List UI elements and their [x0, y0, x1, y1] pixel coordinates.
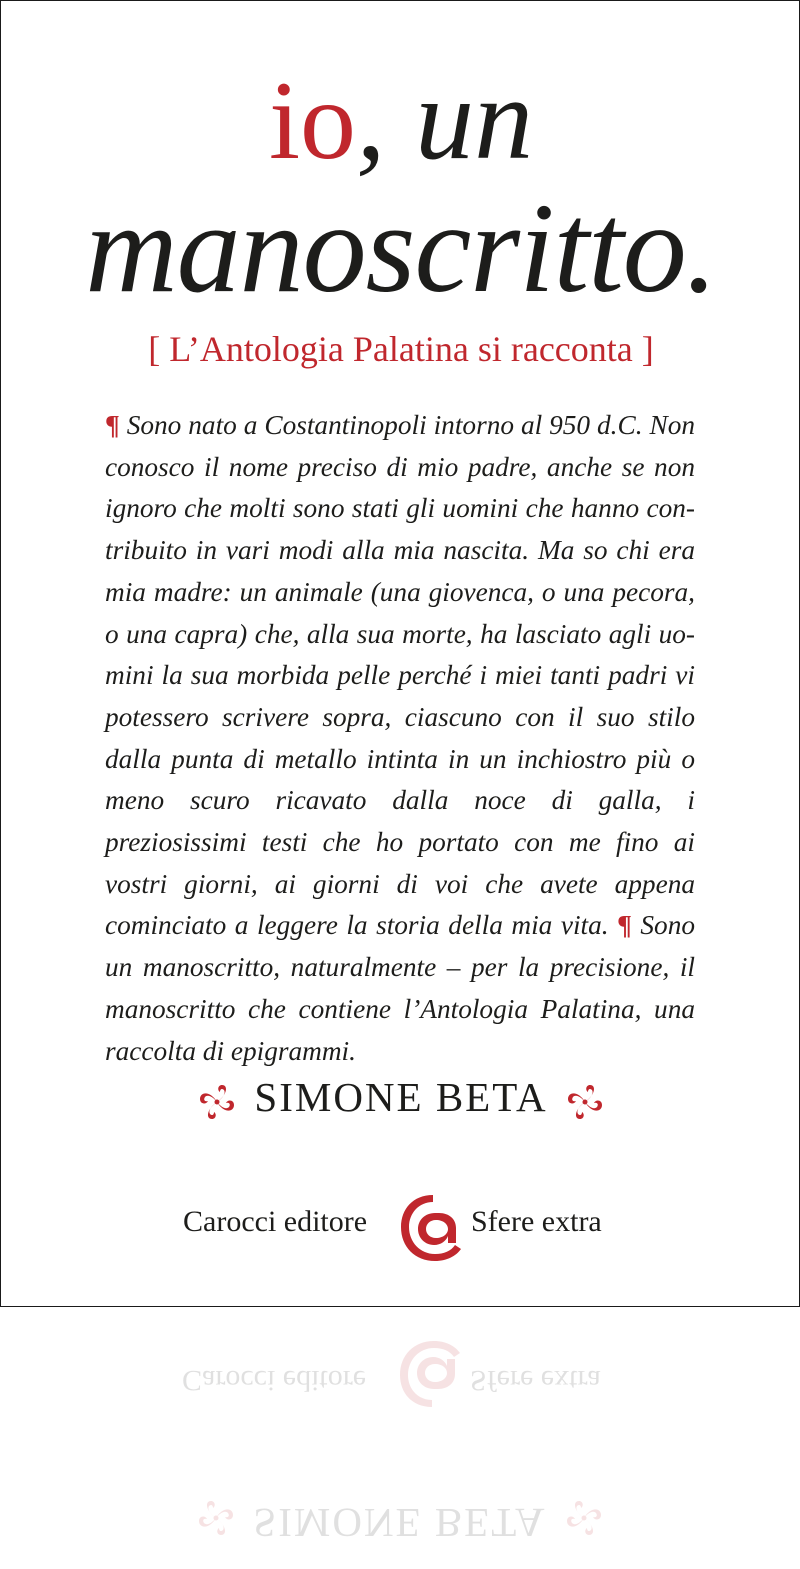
floral-ornament-icon: [561, 1498, 607, 1538]
subtitle: [1, 327, 800, 371]
title-line-2: manoscritto.: [85, 177, 717, 319]
carocci-logo-icon: [399, 1191, 463, 1263]
reflection-series-name: Sfere extra: [470, 1364, 601, 1397]
pilcrow-icon: ¶: [617, 910, 632, 941]
title-un: , un: [356, 53, 534, 184]
cover-reflection-mirror: [0, 1305, 800, 1569]
floral-ornament-icon: [562, 1082, 608, 1122]
floral-ornament-icon: [193, 1498, 239, 1538]
author-row: [1, 1071, 800, 1123]
publisher-name: Carocci editore: [183, 1205, 368, 1238]
blurb-text: [105, 405, 695, 1072]
series-name: Sfere extra: [471, 1205, 602, 1238]
carocci-logo-icon: [398, 1339, 462, 1411]
floral-ornament-icon: [194, 1082, 240, 1122]
cover-reflection: [0, 1305, 800, 1569]
blurb-part-2: Sono un manoscritto, naturalmente – per la precisione, il manoscritto che contiene l’Antologia Palatina, una raccolta di epigrammi.: [105, 910, 695, 1066]
title-io: io: [268, 59, 357, 183]
subtitle-open-bracket: [: [148, 329, 161, 369]
subtitle-text: L’Antologia Palatina si racconta: [169, 329, 633, 369]
reflection-author-name: SIMONE BETA: [253, 1500, 547, 1546]
blurb-part-1: Sono nato a Costantinopoli intorno al 950 d.C. Non conosco il nome preciso di mio padre, anche se non ignoro che molti sono stati gli uomini che hanno contribuito in vari modi alla mia nascita. Ma so chi era mia madre: un animale (una giovenca, o una pecora, o una capra) che, alla sua morte, ha lasciato agli uomini la sua morbida pelle perché i miei tanti padri vi potessero scrivere sopra, ciascuno con il suo stilo dalla punta di metallo intinta in un inchiostro più o meno scuro ricavato dalla noce di galla, i preziosissimi testi che ho portato con me fino ai vostri giorni, ai giorni di voi che avete appena cominciato a leggere la storia della mia vita.: [105, 410, 695, 941]
publisher-row: [1, 1191, 800, 1263]
reflection-publisher-row: [0, 1339, 800, 1411]
author-name: SIMONE BETA: [254, 1074, 548, 1120]
title-line-1: [1, 53, 800, 184]
reflection-author-row: [0, 1497, 800, 1549]
reflection-publisher-name: Carocci editore: [182, 1364, 367, 1397]
pilcrow-icon: ¶: [105, 410, 120, 440]
subtitle-close-bracket: ]: [641, 329, 654, 369]
